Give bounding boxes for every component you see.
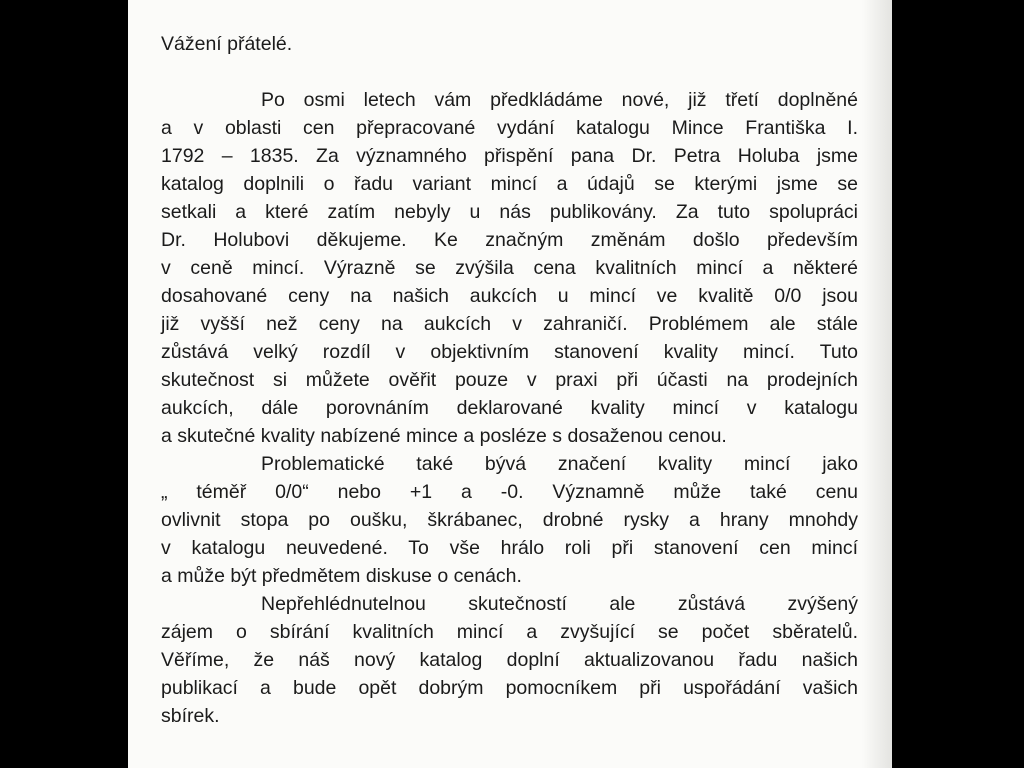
text-line: zůstává velký rozdíl v objektivním stanovení kvality mincí. Tuto [161,341,858,363]
text-line: aukcích, dále porovnáním deklarované kvality mincí v katalogu [161,397,858,419]
text-line: zájem o sbírání kvalitních mincí a zvyšující se počet sběratelů. [161,621,858,643]
text-line: Problematické také bývá značení kvality mincí jako [261,453,858,475]
text-line: „ téměř 0/0“ nebo +1 a -0. Významně může také cenu [161,481,858,503]
text-line: a v oblasti cen přepracované vydání katalogu Mince Františka I. [161,117,858,139]
text-line: Věříme, že náš nový katalog doplní aktualizovanou řadu našich [161,649,858,671]
text-line: a může být předmětem diskuse o cenách. [161,565,522,587]
text-line: a skutečné kvality nabízené mince a posléze s dosaženou cenou. [161,425,727,447]
text-line: Dr. Holubovi děkujeme. Ke značným změnám došlo především [161,229,858,251]
scanned-page [128,0,892,768]
text-line: ovlivnit stopa po oušku, škrábanec, drobné rysky a hrany mnohdy [161,509,858,531]
text-line: v ceně mincí. Výrazně se zvýšila cena kvalitních mincí a některé [161,257,858,279]
text-line: setkali a které zatím nebyly u nás publikovány. Za tuto spolupráci [161,201,858,223]
text-line: Nepřehlédnutelnou skutečností ale zůstává zvýšený [261,593,858,615]
text-line: v katalogu neuvedené. To vše hrálo roli při stanovení cen mincí [161,537,858,559]
text-line: katalog doplnili o řadu variant mincí a údajů se kterými jsme se [161,173,858,195]
text-line: publikací a bude opět dobrým pomocníkem při uspořádání vašich [161,677,858,699]
text-line: sbírek. [161,705,220,727]
text-line: skutečnost si můžete ověřit pouze v praxi při účasti na prodejních [161,369,858,391]
page-edge-shadow [862,0,892,768]
text-line: již vyšší než ceny na aukcích v zahraničí. Problémem ale stále [161,313,858,335]
salutation: Vážení přátelé. [161,33,293,55]
text-line: 1792 – 1835. Za významného přispění pana Dr. Petra Holuba jsme [161,145,858,167]
text-line: Po osmi letech vám předkládáme nové, již třetí doplněné [261,89,858,111]
text-line: dosahované ceny na našich aukcích u mincí ve kvalitě 0/0 jsou [161,285,858,307]
